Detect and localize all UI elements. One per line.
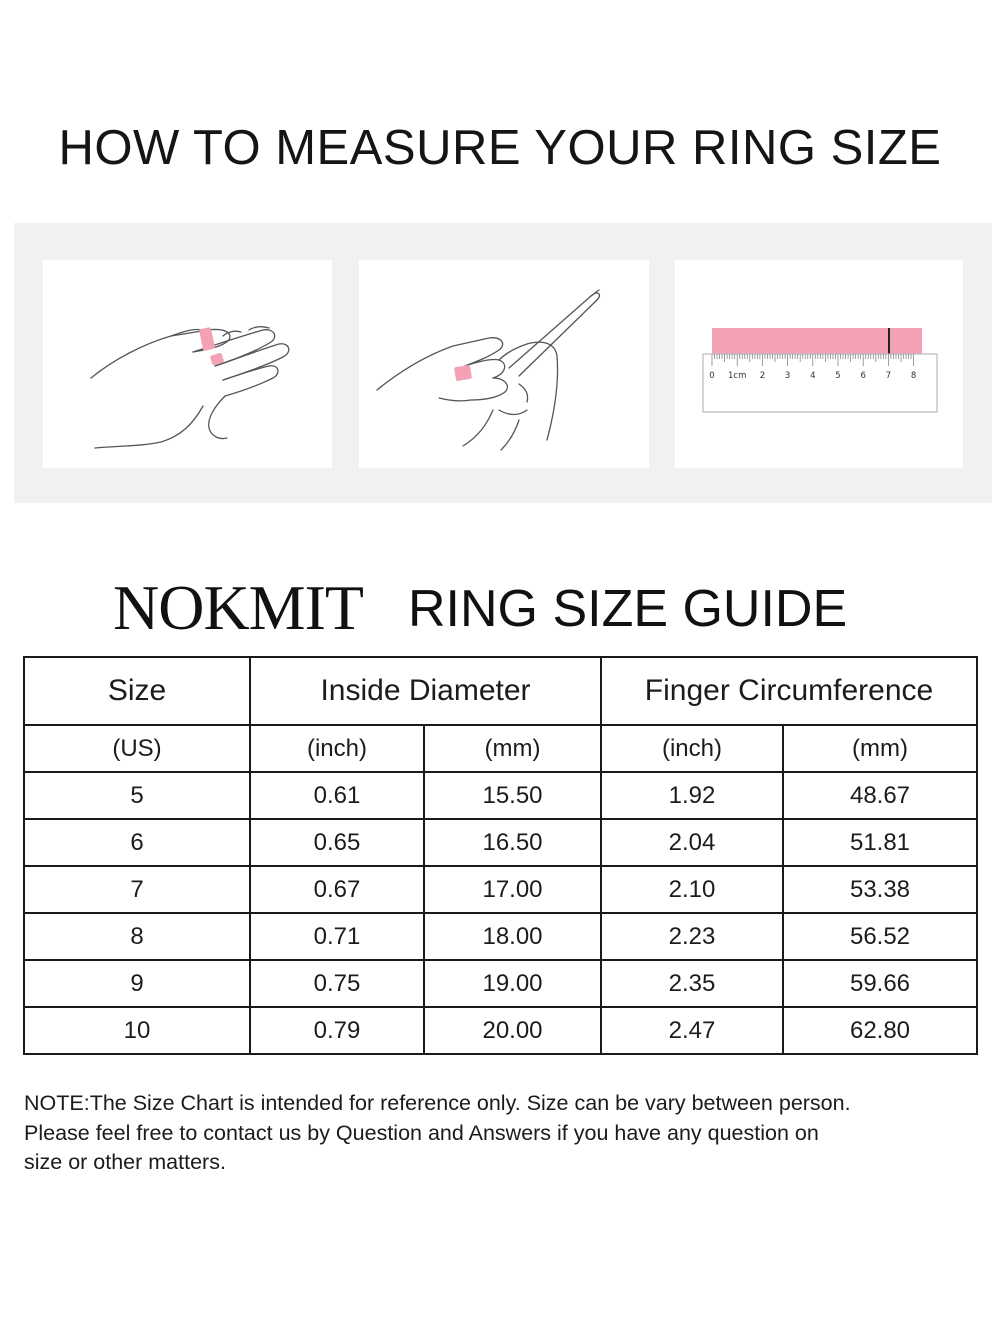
header-size: Size	[24, 657, 250, 725]
unit-cell: (mm)	[783, 725, 977, 772]
ruler-label: 3	[784, 371, 791, 381]
table-cell: 48.67	[783, 772, 977, 819]
table-cell: 16.50	[424, 819, 601, 866]
table-row	[24, 819, 977, 866]
step-3-panel	[675, 260, 963, 468]
page-title: HOW TO MEASURE YOUR RING SIZE	[58, 121, 942, 175]
size-note	[24, 1089, 984, 1178]
table-cell: 18.00	[424, 913, 601, 960]
table-cell: 62.80	[783, 1007, 977, 1054]
table-row	[24, 1007, 977, 1054]
table-row	[24, 960, 977, 1007]
table-cell: 0.75	[250, 960, 424, 1007]
table-cell: 8	[24, 913, 250, 960]
guide-title: RING SIZE GUIDE	[408, 580, 848, 638]
table-cell: 59.66	[783, 960, 977, 1007]
ring-size-table	[23, 656, 978, 1055]
table-cell: 15.50	[424, 772, 601, 819]
table-cell: 17.00	[424, 866, 601, 913]
brand-row	[0, 572, 1000, 644]
table-cell: 7	[24, 866, 250, 913]
table-cell: 0.79	[250, 1007, 424, 1054]
unit-cell: (inch)	[250, 725, 424, 772]
instruction-strip	[14, 223, 992, 503]
unit-cell: (US)	[24, 725, 250, 772]
table-cell: 2.04	[601, 819, 783, 866]
hand-wrapped-finger-icon	[43, 260, 332, 468]
note-line: NOTE:The Size Chart is intended for reference only. Size can be vary between person.	[24, 1091, 851, 1115]
hand-marking-strip-icon	[359, 260, 649, 468]
ruler-measure-icon	[675, 260, 963, 468]
table-cell: 0.67	[250, 866, 424, 913]
table-cell: 9	[24, 960, 250, 1007]
unit-cell: (mm)	[424, 725, 601, 772]
ruler-label: 4	[810, 371, 816, 381]
table-row	[24, 913, 977, 960]
table-cell: 5	[24, 772, 250, 819]
step-1-panel	[43, 260, 332, 468]
table-row	[24, 866, 977, 913]
table-cell: 0.61	[250, 772, 424, 819]
step-2-panel	[359, 260, 649, 468]
unit-cell: (inch)	[601, 725, 783, 772]
pink-strip	[712, 328, 922, 354]
ruler-label: 2	[759, 371, 766, 381]
ruler	[703, 354, 937, 412]
note-line: Please feel free to contact us by Question and Answers if you have any question on	[24, 1120, 819, 1145]
table-cell: 6	[24, 819, 250, 866]
table-cell: 0.71	[250, 913, 424, 960]
table-cell: 19.00	[424, 960, 601, 1007]
table-cell: 53.38	[783, 866, 977, 913]
pink-strip-mark	[199, 327, 215, 351]
table-cell: 56.52	[783, 913, 977, 960]
table-row	[24, 772, 977, 819]
ruler-label: 7	[885, 371, 892, 381]
note-line: size or other matters.	[24, 1150, 226, 1174]
table-group-header-row	[24, 657, 977, 725]
table-cell: 2.47	[601, 1007, 783, 1054]
table-cell: 2.10	[601, 866, 783, 913]
table-cell: 51.81	[783, 819, 977, 866]
ruler-label: 5	[835, 371, 841, 381]
ruler-label: 0	[709, 371, 715, 381]
table-cell: 2.23	[601, 913, 783, 960]
table-units-row	[24, 725, 977, 772]
table-cell: 2.35	[601, 960, 783, 1007]
table-cell: 20.00	[424, 1007, 601, 1054]
ruler-label: 8	[910, 371, 917, 381]
header-inside-diameter: Inside Diameter	[250, 657, 601, 725]
table-cell: 0.65	[250, 819, 424, 866]
header-finger-circumference: Finger Circumference	[601, 657, 977, 725]
ruler-label: 6	[860, 371, 866, 381]
table-cell: 10	[24, 1007, 250, 1054]
brand-logo: NOKMIT	[113, 572, 363, 643]
table-cell: 1.92	[601, 772, 783, 819]
ruler-label: 1cm	[728, 371, 747, 381]
pink-strip-mark	[454, 365, 472, 382]
